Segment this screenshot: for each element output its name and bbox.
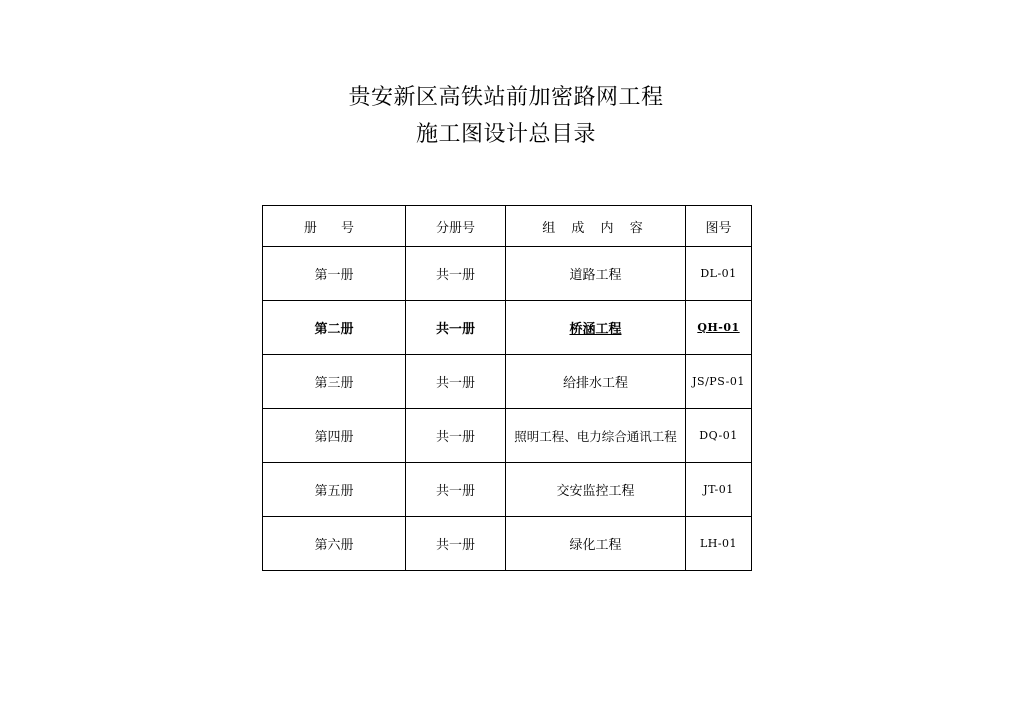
table-row [263,355,752,409]
drawing-code-cell: DQ-01 [686,409,752,463]
drawing-code-cell [686,301,752,355]
volume-cell: 第三册 [263,355,406,409]
content-cell [506,301,686,355]
table-row [263,463,752,517]
document-subtitle: 施工图设计总目录 [415,122,596,147]
catalog-table [262,205,752,571]
header-content: 组 成 内 容 [506,206,686,247]
drawing-code-cell: LH-01 [686,517,752,571]
drawing-code-cell: DL-01 [686,247,752,301]
volume-cell: 第五册 [263,463,406,517]
content-link: 桥涵工程 [569,322,622,337]
header-volume: 册 号 [263,206,406,247]
volume-cell: 第一册 [263,247,406,301]
drawing-code-link: QH-01 [697,321,740,334]
content-cell: 道路工程 [506,247,686,301]
volume-cell: 第四册 [263,409,406,463]
document-title: 贵安新区高铁站前加密路网工程 [348,85,664,110]
volume-cell: 第六册 [263,517,406,571]
drawing-code-cell: JS/PS-01 [686,355,752,409]
table-row [263,409,752,463]
header-sub-volume: 分册号 [406,206,506,247]
content-cell: 绿化工程 [506,517,686,571]
drawing-code-cell: JT-01 [686,463,752,517]
table-row [263,301,752,355]
table-row [263,517,752,571]
content-cell: 交安监控工程 [506,463,686,517]
table-header-row [263,206,752,247]
sub-volume-cell: 共一册 [406,247,506,301]
volume-cell: 第二册 [263,301,406,355]
header-drawing-no: 图号 [686,206,752,247]
sub-volume-cell: 共一册 [406,409,506,463]
sub-volume-cell: 共一册 [406,463,506,517]
content-cell: 给排水工程 [506,355,686,409]
sub-volume-cell: 共一册 [406,301,506,355]
table-row [263,247,752,301]
sub-volume-cell: 共一册 [406,517,506,571]
content-cell: 照明工程、电力综合通讯工程 [506,409,686,463]
sub-volume-cell: 共一册 [406,355,506,409]
